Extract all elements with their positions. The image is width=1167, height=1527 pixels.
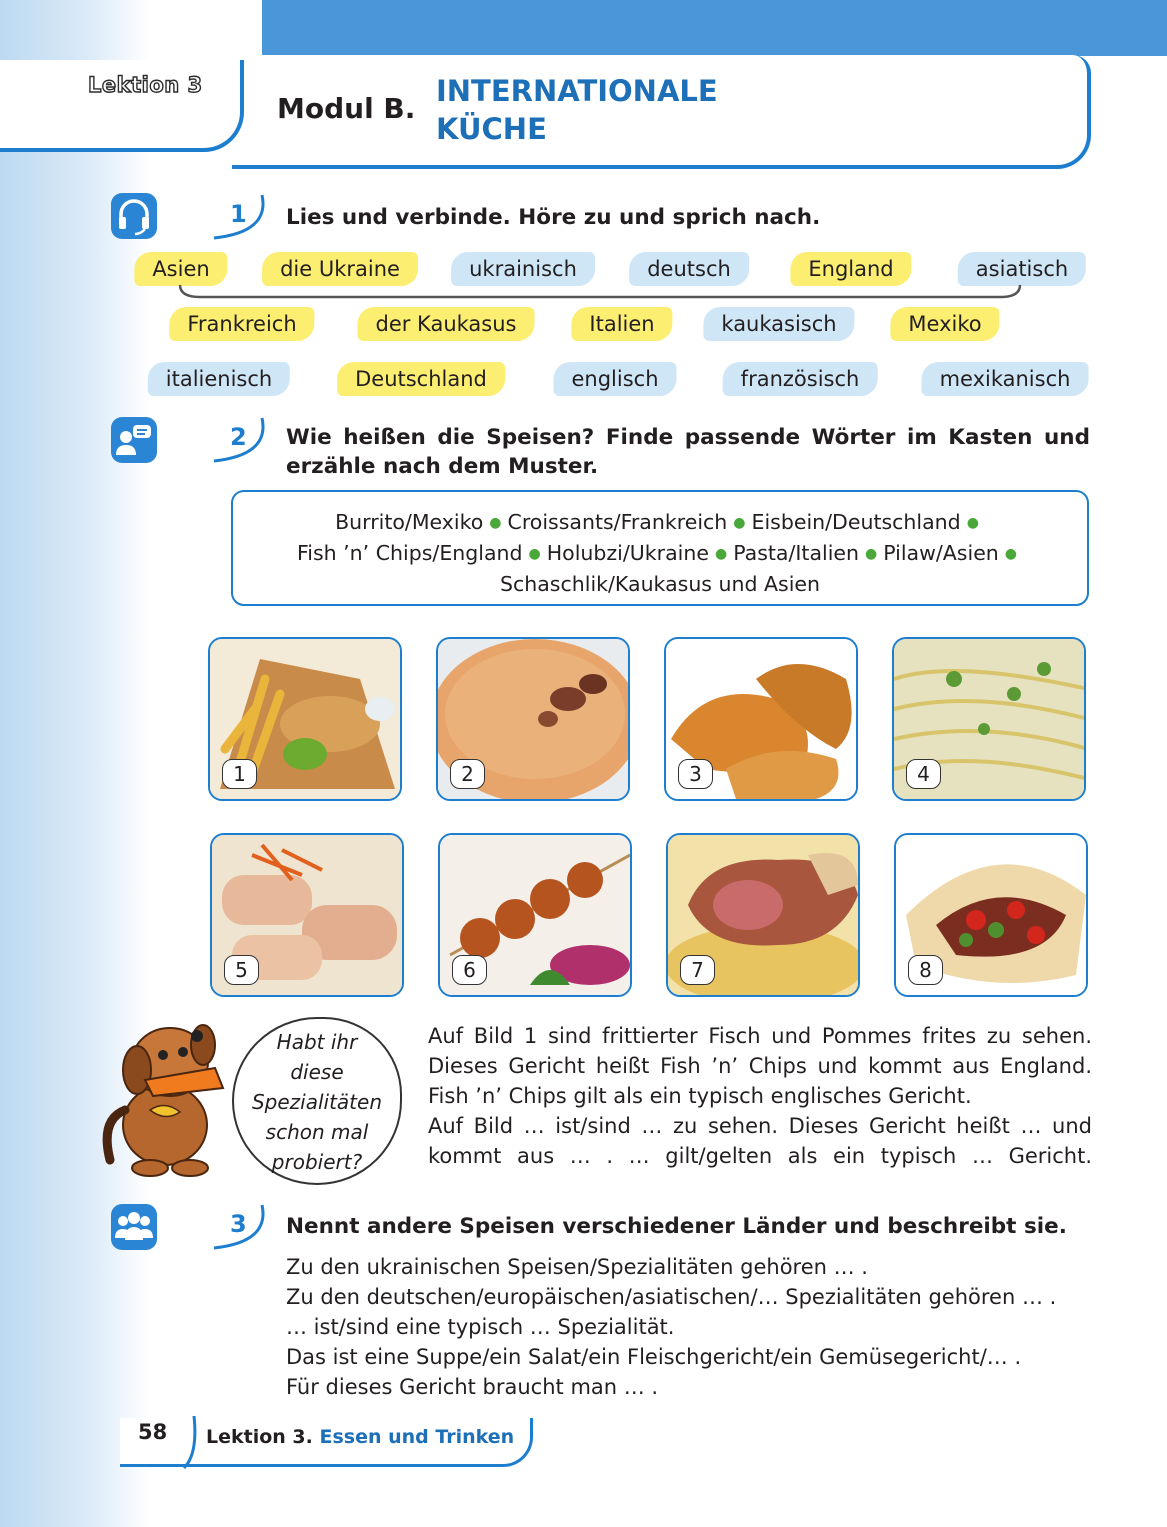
word-chip[interactable]: die Ukraine	[262, 252, 418, 286]
example-line: Auf Bild … ist/sind … zu sehen. Dieses Gericht heißt … und	[428, 1114, 1092, 1138]
page-number: 58	[138, 1420, 168, 1444]
photo-number: 5	[224, 955, 259, 985]
group-people-icon	[111, 1204, 157, 1250]
phrase-line: Das ist eine Suppe/ein Salat/ein Fleischgericht/ein Gemüsegericht/… .	[286, 1345, 1022, 1369]
bullet-dot: ●	[865, 546, 878, 562]
phrase-line: Für dieses Gericht braucht man … .	[286, 1375, 659, 1399]
bubble-line: diese	[290, 1060, 344, 1084]
photo-number: 8	[908, 955, 943, 985]
word-chip[interactable]: kaukasisch	[703, 307, 854, 341]
word-chip[interactable]: italienisch	[148, 362, 290, 396]
phrase-line: Zu den ukrainischen Speisen/Spezialitäten gehören … .	[286, 1255, 868, 1279]
bullet-dot: ●	[714, 546, 728, 562]
photo-number: 6	[452, 955, 487, 985]
footer-lesson: Lektion 3.	[206, 1426, 313, 1448]
word-box-line	[233, 569, 1087, 599]
footer-title	[206, 1426, 514, 1448]
speech-bubble	[232, 1017, 402, 1185]
bubble-line: Habt ihr	[276, 1030, 358, 1054]
module-label: Modul B.	[277, 92, 416, 125]
footer-topic: Essen und Trinken	[319, 1426, 515, 1448]
bubble-line: Spezialitäten	[251, 1090, 383, 1114]
footer-separator	[180, 1414, 200, 1470]
example-line: kommt aus … . … gilt/gelten als ein typisch … Gericht.	[428, 1144, 1092, 1168]
word-box	[231, 490, 1089, 606]
phrase-line: Zu den deutschen/europäischen/asiatischen/… Spezialitäten gehören … .	[286, 1285, 1057, 1309]
dish-item: Croissants/Frankreich	[507, 510, 728, 534]
food-photo-burrito[interactable]	[894, 833, 1088, 997]
food-photo-pilaw[interactable]	[436, 637, 630, 801]
connector-line	[170, 283, 1030, 305]
food-photo-schaschlik[interactable]	[438, 833, 632, 997]
task-arc-2	[210, 415, 270, 467]
top-band	[262, 0, 1167, 56]
task1-instruction: Lies und verbinde. Höre zu und sprich nach.	[286, 205, 821, 230]
photo-number: 1	[222, 759, 257, 789]
dish-item: Pilaw/Asien	[883, 541, 999, 565]
word-chip[interactable]: Deutschland	[337, 362, 505, 396]
task3-phrases	[286, 1252, 1056, 1402]
food-photo-croissants[interactable]	[664, 637, 858, 801]
word-chip[interactable]: mexikanisch	[922, 362, 1089, 396]
word-chip[interactable]: England	[790, 252, 911, 286]
module-title-line2: KÜCHE	[436, 112, 547, 146]
word-chip[interactable]: asiatisch	[958, 252, 1086, 286]
photo-number: 7	[680, 955, 715, 985]
photo-number: 3	[678, 759, 713, 789]
word-chip[interactable]: englisch	[553, 362, 676, 396]
word-chip[interactable]: deutsch	[629, 252, 749, 286]
task-number-1: 1	[230, 200, 247, 228]
food-photo-fish-and-chips[interactable]	[208, 637, 402, 801]
photo-number: 4	[906, 759, 941, 789]
example-line: Fish ’n’ Chips gilt als ein typisch englisches Gericht.	[428, 1084, 972, 1108]
bullet-dot: ●	[528, 546, 541, 562]
word-chip[interactable]: Asien	[134, 252, 227, 286]
example-line: Auf Bild 1 sind frittierter Fisch und Pommes frites zu sehen.	[428, 1024, 1092, 1048]
food-photo-eisbein[interactable]	[666, 833, 860, 997]
food-photo-holubzi[interactable]	[210, 833, 404, 997]
example-text	[428, 1021, 1092, 1171]
dish-item: Eisbein/Deutschland	[751, 510, 961, 534]
photo-number: 2	[450, 759, 485, 789]
task3-instruction: Nennt andere Speisen verschiedener Länder und beschreibt sie.	[286, 1214, 1067, 1239]
lesson-badge: Lektion 3	[88, 73, 203, 97]
module-title	[436, 72, 718, 148]
module-title-line1: INTERNATIONALE	[436, 74, 718, 108]
dish-item: Holubzi/Ukraine	[546, 541, 709, 565]
word-chip[interactable]: ukrainisch	[451, 252, 595, 286]
task2-instruction-line2: erzähle nach dem Muster.	[286, 454, 599, 479]
dish-item: Schaschlik/Kaukasus und Asien	[499, 572, 821, 596]
bullet-dot: ●	[733, 515, 746, 531]
headphones-icon	[111, 193, 157, 239]
phrase-line: … ist/sind eine typisch … Spezialität.	[286, 1315, 675, 1339]
word-chip[interactable]: der Kaukasus	[358, 307, 535, 341]
bubble-line: schon mal	[265, 1120, 369, 1144]
food-photo-pasta[interactable]	[892, 637, 1086, 801]
bullet-dot: ●	[489, 515, 502, 531]
word-box-line	[233, 538, 1087, 569]
task2-instruction	[286, 423, 1090, 481]
bubble-line: probiert?	[271, 1150, 363, 1174]
bullet-dot: ●	[1004, 546, 1018, 562]
dog-mascot-illustration	[95, 1000, 245, 1180]
speaking-person-icon	[111, 417, 157, 463]
word-chip[interactable]: Frankreich	[169, 307, 314, 341]
dish-item: Pasta/Italien	[733, 541, 860, 565]
task2-instruction-line1: Wie heißen die Speisen? Finde passende Wörter im Kasten und	[286, 425, 1090, 450]
task-arc-3	[210, 1202, 270, 1254]
word-chip[interactable]: Mexiko	[890, 307, 999, 341]
word-box-line	[233, 507, 1087, 538]
word-chip[interactable]: französisch	[723, 362, 878, 396]
bullet-dot: ●	[966, 515, 979, 531]
example-line: Dieses Gericht heißt Fish ’n’ Chips und kommt aus England.	[428, 1054, 1092, 1078]
task-number-3: 3	[230, 1210, 247, 1238]
task-arc-1	[210, 192, 270, 244]
dish-item: Burrito/Mexiko	[335, 510, 484, 534]
word-chip[interactable]: Italien	[571, 307, 672, 341]
task-number-2: 2	[230, 423, 247, 451]
dish-item: Fish ’n’ Chips/England	[296, 541, 523, 565]
